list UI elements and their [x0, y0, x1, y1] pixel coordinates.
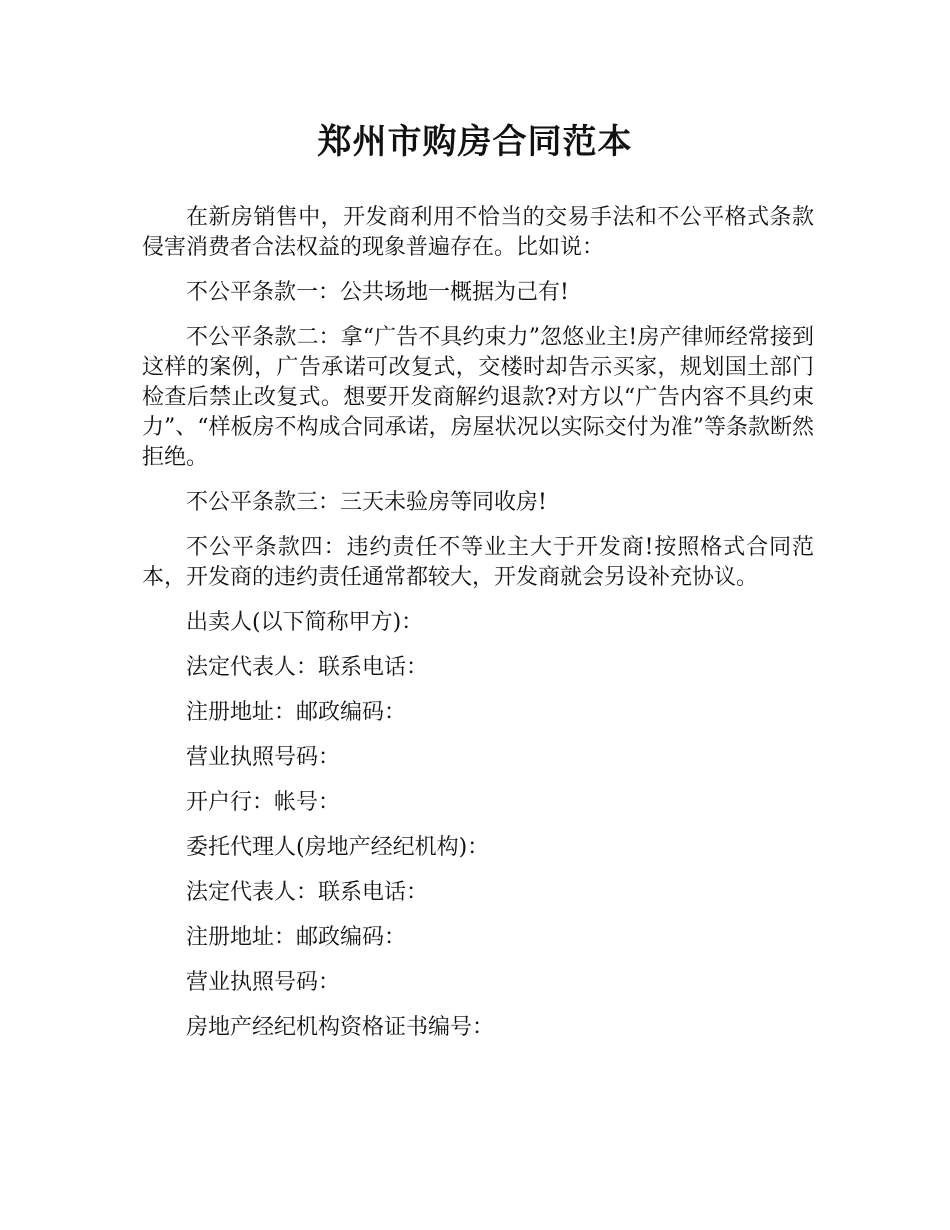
agent-registered-address-field: 注册地址：邮政编码：	[186, 925, 407, 950]
agent-field: 委托代理人(房地产经纪机构)：	[186, 835, 490, 860]
agent-business-license-field: 营业执照号码：	[186, 970, 341, 995]
agent-legal-representative-field: 法定代表人：联系电话：	[186, 880, 429, 905]
legal-representative-field: 法定代表人：联系电话：	[186, 655, 429, 680]
unfair-clause-3: 不公平条款三：三天未验房等同收房!	[186, 490, 547, 515]
unfair-clause-4: 不公平条款四：违约责任不等业主大于开发商!按照格式合同范本，开发商的违约责任通常都较大，开发商就会另设补充协议。	[142, 535, 814, 590]
seller-field: 出卖人(以下简称甲方)：	[186, 610, 424, 635]
intro-paragraph: 在新房销售中，开发商利用不恰当的交易手法和不公平格式条款侵害消费者合法权益的现象普遍存在。比如说：	[142, 205, 814, 260]
unfair-clause-1: 不公平条款一：公共场地一概据为己有!	[186, 280, 569, 305]
unfair-clause-2: 不公平条款二：拿“广告不具约束力”忽悠业主!房产律师经常接到这样的案例，广告承诺可改复式，交楼时却告示买家，规划国土部门检查后禁止改复式。想要开发商解约退款?对方以“广告内容不具约束力”、“样板房不构成合同承诺，房屋状况以实际交付为准”等条款断然拒绝。	[142, 325, 814, 470]
business-license-field: 营业执照号码：	[186, 745, 341, 770]
registered-address-field: 注册地址：邮政编码：	[186, 700, 407, 725]
agency-certificate-field: 房地产经纪机构资格证书编号：	[186, 1015, 495, 1040]
bank-account-field: 开户行：帐号：	[186, 790, 341, 815]
document-body	[142, 203, 814, 1058]
document-title: 郑州市购房合同范本	[317, 122, 633, 162]
